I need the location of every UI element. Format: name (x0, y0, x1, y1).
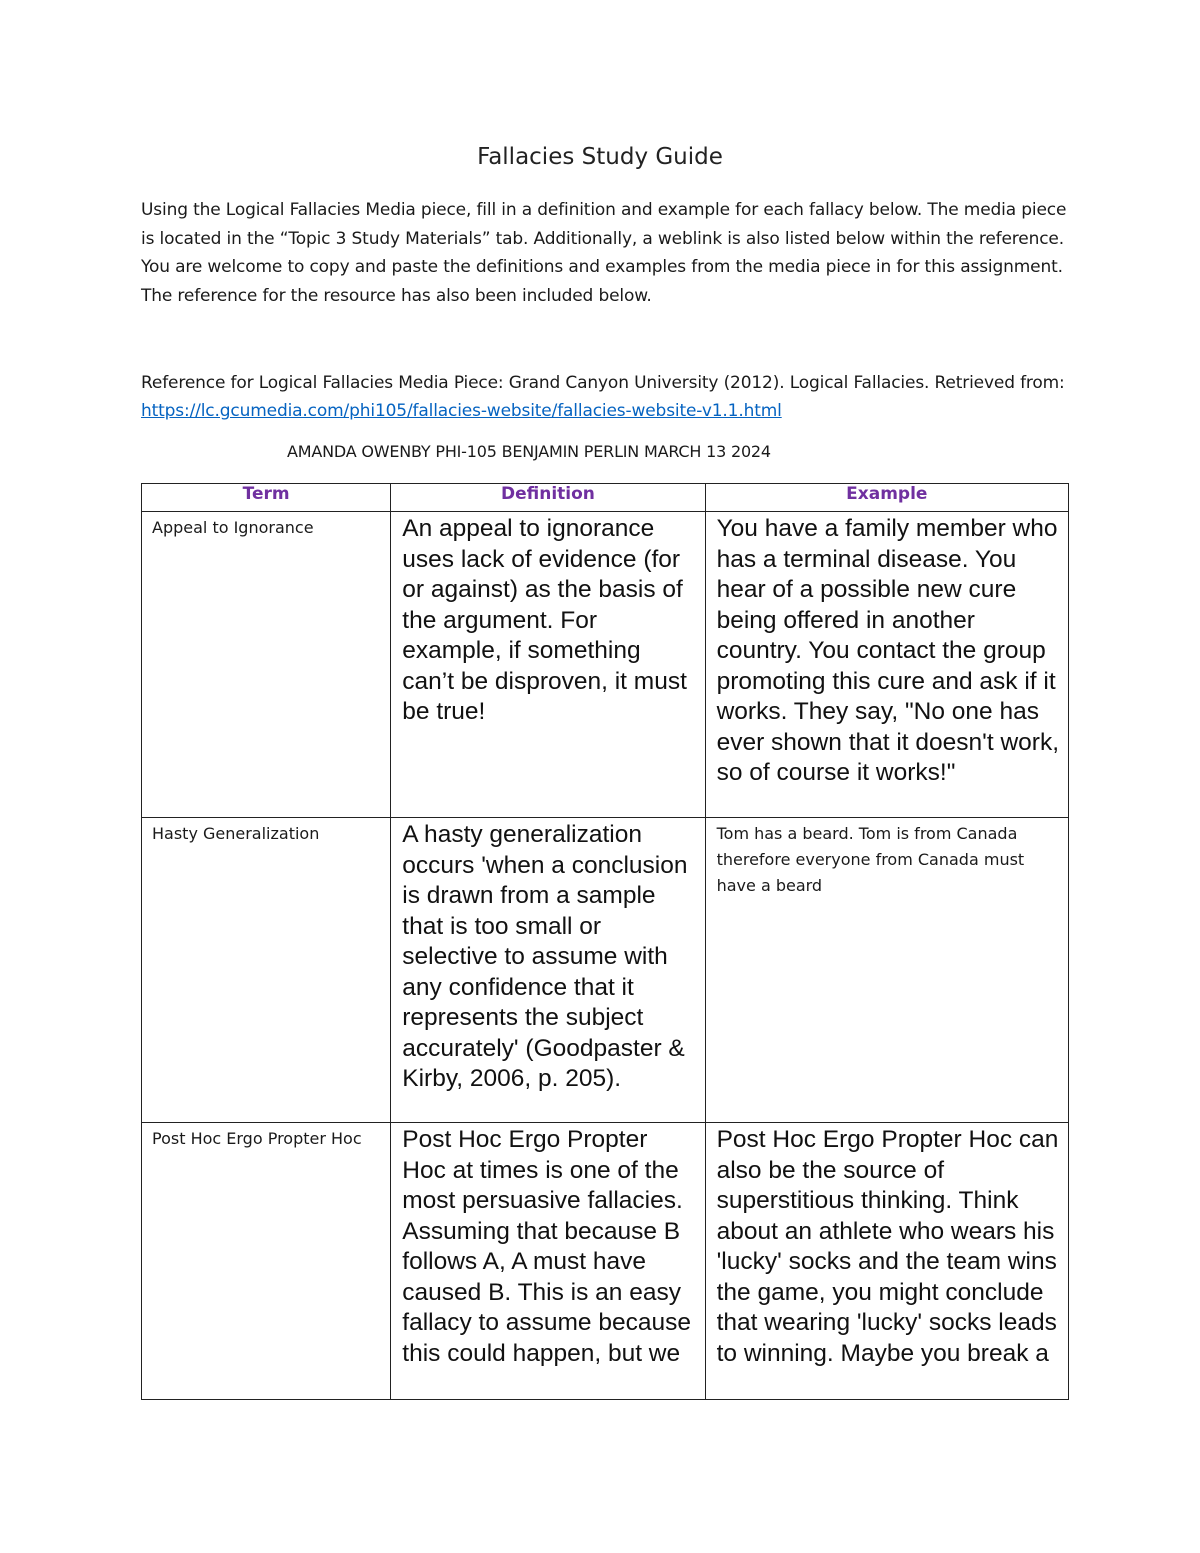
example-cell: Post Hoc Ergo Propter Hoc can also be the source of superstitious thinking. Think about an athlete who wears his 'lucky' socks and the team wins the game, you might conclude that wearing 'lucky' socks leads to winning. Maybe you break a (705, 1123, 1068, 1400)
table-header-row (142, 484, 1069, 512)
reference-paragraph (141, 369, 1071, 425)
reference-link[interactable]: https://lc.gcumedia.com/phi105/fallacies-website/fallacies-website-v1.1.html (141, 401, 782, 421)
table-row (142, 512, 1069, 818)
term-cell: Hasty Generalization (142, 818, 391, 1123)
page-title: Fallacies Study Guide (477, 144, 723, 170)
table-row (142, 1123, 1069, 1400)
example-cell: Tom has a beard. Tom is from Canada therefore everyone from Canada must have a beard (705, 818, 1068, 1123)
definition-cell: Post Hoc Ergo Propter Hoc at times is one of the most persuasive fallacies. Assuming that because B follows A, A must have caused B. This is an easy fallacy to assume because this could happen, but we (391, 1123, 705, 1400)
definition-cell: A hasty generalization occurs 'when a conclusion is drawn from a sample that is too small or selective to assume with any confidence that it represents the subject accurately' (Goodpaster & Kirby, 2006, p. 205). (391, 818, 705, 1123)
term-cell: Appeal to Ignorance (142, 512, 391, 818)
definition-cell: An appeal to ignorance uses lack of evidence (for or against) as the basis of the argument. For example, if something can’t be disproven, it must be true! (391, 512, 705, 818)
term-cell: Post Hoc Ergo Propter Hoc (142, 1123, 391, 1400)
table-row (142, 818, 1069, 1123)
header-definition: Definition (391, 484, 705, 512)
author-line: AMANDA OWENBY PHI-105 BENJAMIN PERLIN MARCH 13 2024 (287, 442, 771, 461)
instructions-paragraph: Using the Logical Fallacies Media piece, fill in a definition and example for each fallacy below. The media piece is located in the “Topic 3 Study Materials” tab. Additionally, a weblink is also listed below within the reference. You are welcome to copy and paste the definitions and examples from the media piece in for this assignment. The reference for the resource has also been included below. (141, 200, 1067, 306)
fallacy-table (141, 483, 1069, 1400)
header-term: Term (142, 484, 391, 512)
header-example: Example (705, 484, 1068, 512)
reference-text: Reference for Logical Fallacies Media Piece: Grand Canyon University (2012). Logical Fallacies. Retrieved from: (141, 373, 1065, 393)
example-cell: You have a family member who has a terminal disease. You hear of a possible new cure being offered in another country. You contact the group promoting this cure and ask if it works. They say, "No one has ever shown that it doesn't work, so of course it works!" (705, 512, 1068, 818)
